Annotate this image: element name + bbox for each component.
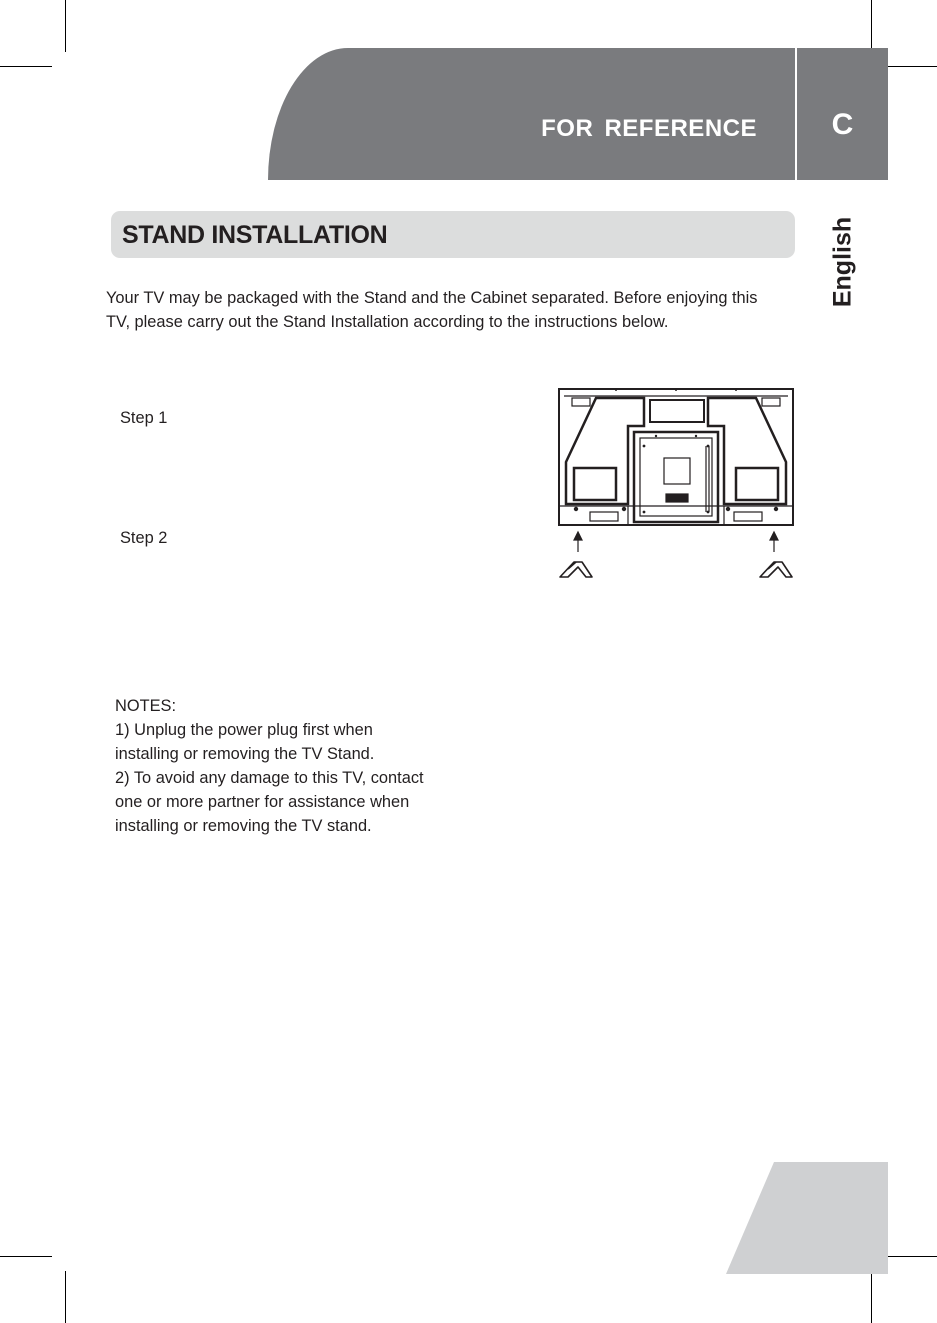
notes-line: one or more partner for assistance when [115, 793, 410, 811]
chapter-letter: C [831, 108, 854, 141]
tv-rear-stand-diagram-icon [556, 386, 800, 586]
step-2-label: Step 2 [120, 529, 168, 547]
crop-mark [885, 1256, 937, 1257]
chapter-tab [797, 48, 888, 180]
crop-mark [0, 1256, 52, 1257]
crop-mark [871, 1271, 872, 1323]
header-title: FOR REFERENCE [541, 115, 757, 142]
notes-block [115, 694, 515, 838]
notes-line: installing or removing the TV stand. [115, 817, 372, 835]
crop-mark [65, 1271, 66, 1323]
header-band [268, 48, 795, 180]
intro-paragraph [106, 286, 826, 334]
intro-line: Your TV may be packaged with the Stand and the Cabinet separated. Before enjoying this [106, 289, 758, 307]
notes-heading: NOTES: [115, 697, 177, 715]
notes-line: installing or removing the TV Stand. [115, 745, 375, 763]
crop-mark [885, 66, 937, 67]
notes-line: 1) Unplug the power plug first when [115, 721, 373, 739]
crop-mark [65, 0, 66, 52]
intro-line: TV, please carry out the Stand Installation according to the instructions below. [106, 313, 669, 331]
step-1-label: Step 1 [120, 409, 168, 427]
crop-mark [0, 66, 52, 67]
crop-mark [871, 0, 872, 52]
section-banner [111, 211, 795, 258]
language-label: English [828, 216, 857, 308]
page-corner-wedge [726, 1162, 888, 1274]
section-title: STAND INSTALLATION [122, 221, 388, 249]
notes-line: 2) To avoid any damage to this TV, contact [115, 769, 424, 787]
